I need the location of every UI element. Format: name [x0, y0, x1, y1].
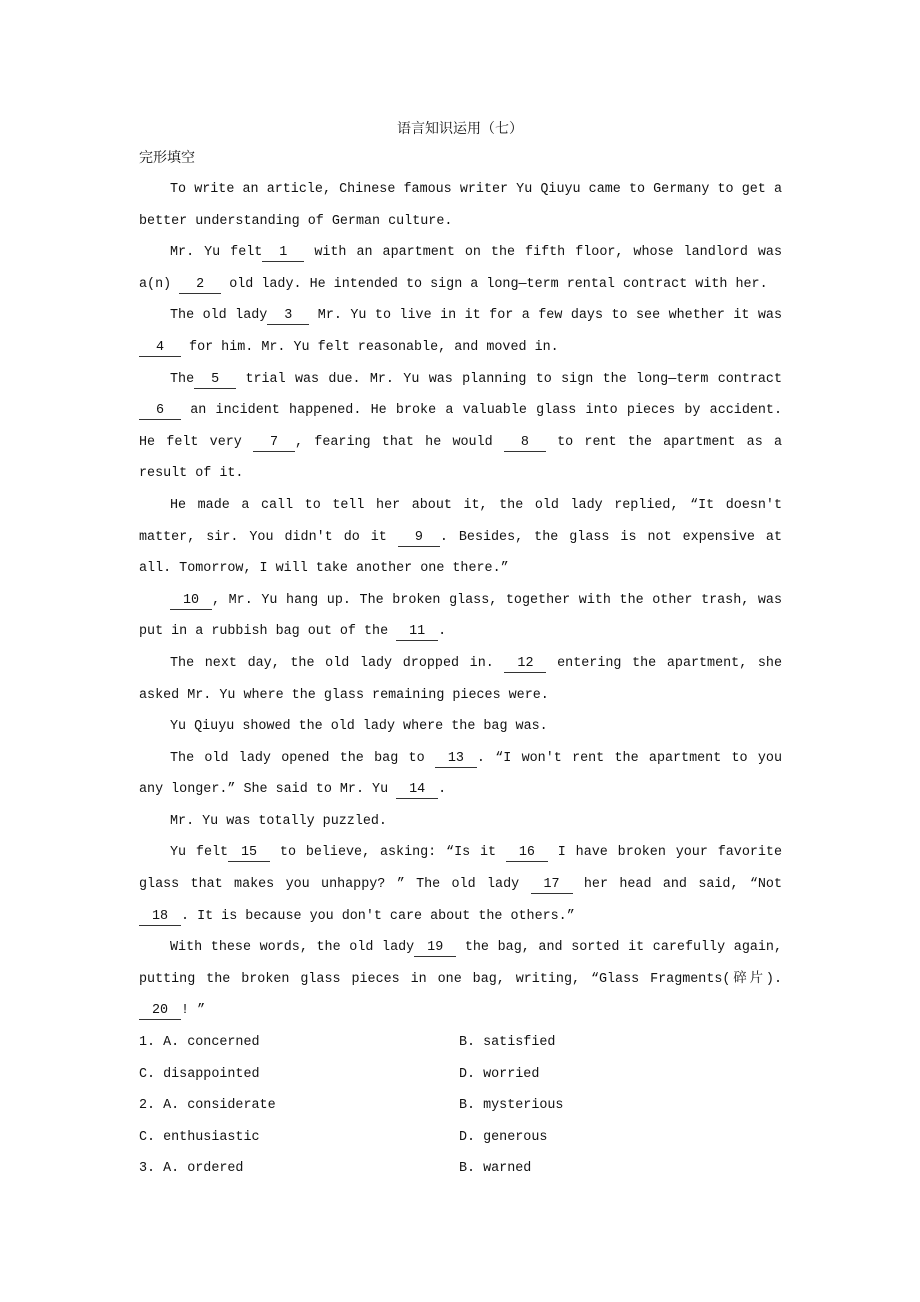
section-heading: 完形填空 — [139, 150, 195, 166]
option-item: 3. A. ordered — [139, 1161, 244, 1177]
option-item: C. disappointed — [139, 1066, 260, 1082]
paragraph — [139, 585, 782, 648]
passage — [139, 174, 782, 1027]
text-segment: Yu felt — [170, 845, 229, 861]
text-segment: . Besides, the glass is not expensive at all. Tomorrow, I will take another one there.” — [139, 529, 782, 577]
blank-19: 19 — [414, 939, 456, 957]
page-title: 语言知识运用（七） — [397, 121, 523, 137]
blank-14: 14 — [396, 781, 438, 799]
blank-13: 13 — [435, 750, 477, 768]
paragraph — [139, 237, 782, 300]
text-segment: The old lady opened the bag to — [170, 750, 435, 766]
text-segment: Mr. Yu felt — [170, 245, 263, 261]
blank-5: 5 — [194, 371, 236, 389]
options-list — [139, 1027, 782, 1185]
paragraph — [139, 806, 782, 838]
blank-15: 15 — [228, 844, 270, 862]
option-row — [139, 1027, 782, 1059]
blank-7: 7 — [253, 434, 295, 452]
text-segment: Mr. Yu to live in it for a few days to see whether it was — [309, 308, 782, 324]
text-segment: With these words, the old lady — [170, 940, 415, 956]
text-segment: Yu Qiuyu showed the old lady where the bag was. — [170, 719, 548, 735]
text-segment: her head and said, “Not — [572, 877, 783, 893]
blank-11: 11 — [396, 623, 438, 641]
blank-16: 16 — [506, 844, 548, 862]
text-segment: the bag, and sorted it carefully again, putting the broken glass pieces in one bag, writing, “Glass Fragments(碎片). — [139, 940, 782, 987]
text-segment: to rent the apartment as a result of it. — [139, 434, 782, 482]
text-segment: . “I won't rent the apartment to you any longer.” She said to Mr. Yu — [139, 750, 782, 798]
paragraph — [139, 300, 782, 363]
blank-17: 17 — [531, 876, 573, 894]
text-segment: old lady. He intended to sign a long—term rental contract with her. — [221, 276, 768, 292]
option-row — [139, 1122, 782, 1154]
option-item: C. enthusiastic — [139, 1129, 260, 1145]
blank-2: 2 — [179, 276, 221, 294]
text-segment: trial was due. Mr. Yu was planning to sign the long—term contract — [236, 371, 782, 387]
paragraph — [139, 743, 782, 806]
text-segment: . It is because you don't care about the others.” — [181, 908, 575, 924]
blank-20: 20 — [139, 1002, 181, 1020]
option-item: D. worried — [459, 1066, 540, 1082]
text-segment: to believe, asking: “Is it — [270, 845, 506, 861]
paragraph — [139, 837, 782, 932]
text-segment: The — [170, 371, 195, 387]
text-segment: for him. Mr. Yu felt reasonable, and moved in. — [181, 339, 559, 355]
text-segment: an incident happened. He broke a valuable glass into pieces by accident. He felt very — [139, 403, 782, 450]
option-row — [139, 1153, 782, 1185]
text-segment: entering the apartment, she asked Mr. Yu where the glass remaining pieces were. — [139, 655, 782, 703]
option-row — [139, 1090, 782, 1122]
blank-3: 3 — [267, 307, 309, 325]
text-segment: , Mr. Yu hang up. The broken glass, together with the other trash, was put in a rubbish bag out of the — [139, 592, 782, 640]
blank-4: 4 — [139, 339, 181, 357]
blank-9: 9 — [398, 529, 440, 547]
text-segment: I have broken your favorite glass that makes you unhappy? ” The old lady — [139, 845, 782, 893]
blank-6: 6 — [139, 402, 181, 420]
blank-18: 18 — [139, 908, 181, 926]
text-segment: . — [438, 624, 447, 640]
paragraph — [139, 648, 782, 711]
option-row — [139, 1059, 782, 1091]
text-segment: Mr. Yu was totally puzzled. — [170, 813, 387, 829]
blank-10: 10 — [170, 592, 212, 610]
blank-8: 8 — [504, 434, 546, 452]
paragraph — [139, 364, 782, 490]
text-segment: , fearing that he would — [295, 434, 504, 450]
paragraph — [139, 490, 782, 585]
paragraph — [139, 711, 782, 743]
text-segment: He made a call to tell her about it, the old lady replied, “It doesn't matter, sir. You didn't do it — [139, 497, 782, 545]
paragraph — [139, 174, 782, 237]
option-item: B. satisfied — [459, 1035, 556, 1050]
paragraph — [139, 932, 782, 1027]
text-segment: The next day, the old lady dropped in. — [170, 655, 505, 671]
text-segment: The old lady — [170, 308, 268, 324]
text-segment: To write an article, Chinese famous writer Yu Qiuyu came to Germany to get a better understanding of German culture. — [139, 182, 782, 229]
text-segment: with an apartment on the fifth floor, whose landlord was a(n) — [139, 245, 782, 292]
text-segment: ! ” — [181, 1003, 206, 1019]
option-item: B. mysterious — [459, 1098, 564, 1114]
blank-12: 12 — [504, 655, 546, 673]
option-item: 2. A. considerate — [139, 1098, 276, 1114]
option-item: D. generous — [459, 1129, 548, 1145]
option-item: B. warned — [459, 1161, 532, 1177]
text-segment: . — [438, 782, 447, 798]
blank-1: 1 — [262, 244, 304, 262]
option-item: 1. A. concerned — [139, 1035, 260, 1050]
